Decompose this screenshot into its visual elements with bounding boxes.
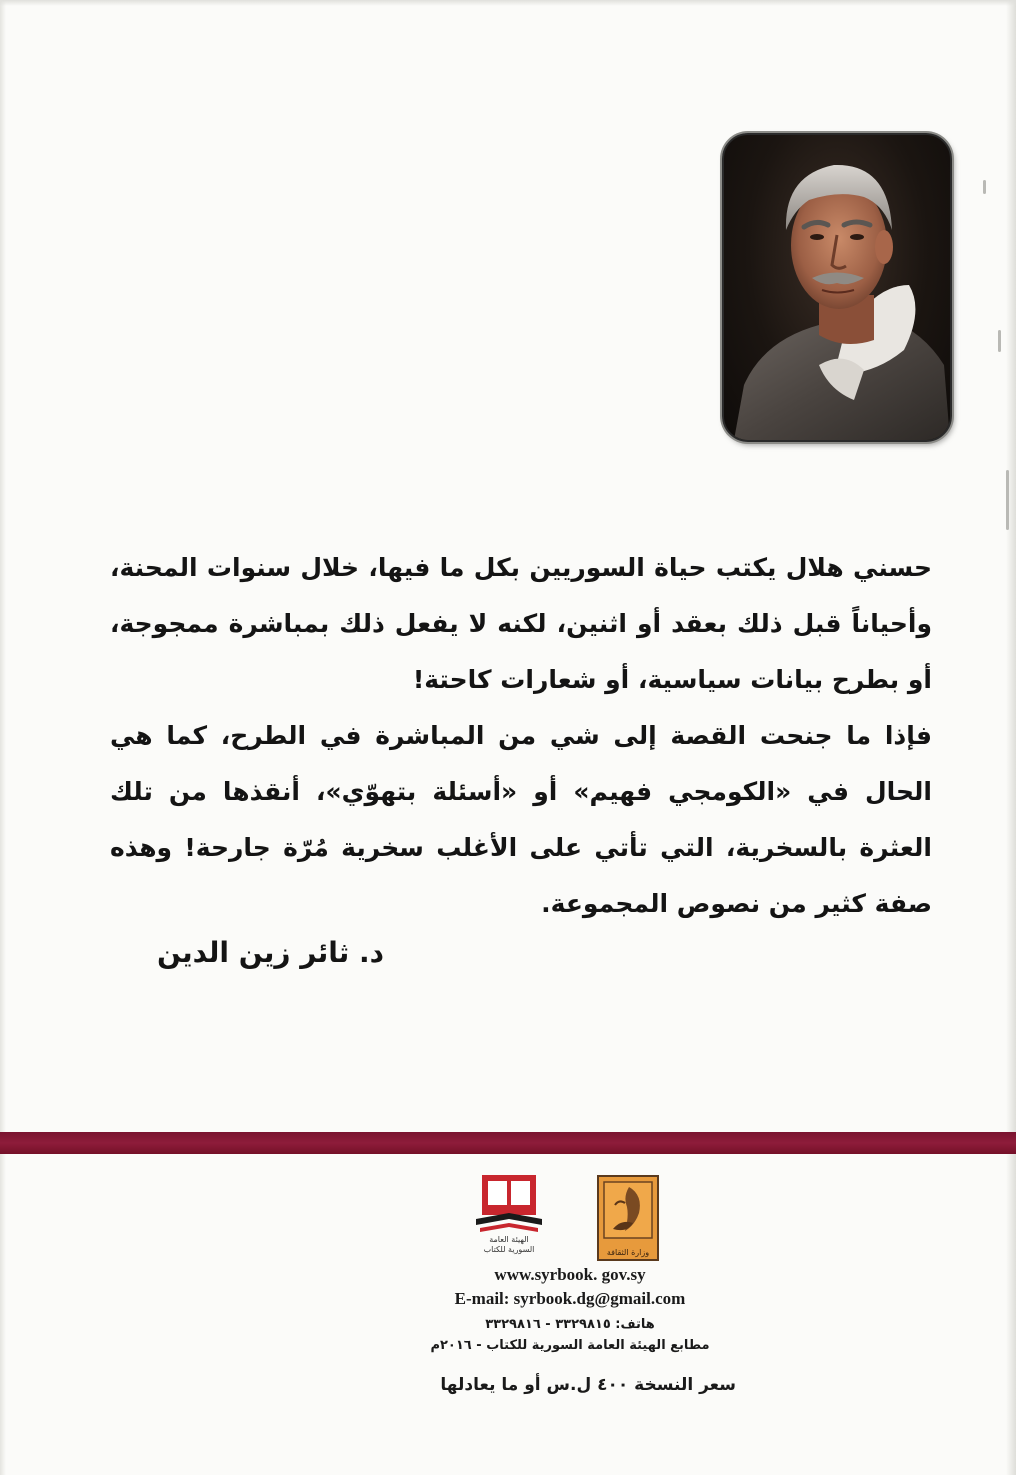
gosb-logo-label-line: السورية للكتاب	[483, 1245, 535, 1254]
author-portrait-icon	[724, 135, 950, 440]
ministry-of-culture-logo	[597, 1175, 659, 1261]
open-book-icon	[474, 1173, 544, 1235]
author-photo	[722, 133, 952, 442]
edge-mark	[983, 180, 986, 194]
publisher-email[interactable]: E-mail: syrbook.dg@gmail.com	[454, 1289, 686, 1308]
book-price: سعر النسخة ٤٠٠ ل.س أو ما يعادلها	[440, 1375, 736, 1395]
blurb-signature: د. ثائر زين الدين	[156, 936, 384, 969]
gosb-logo-label	[474, 1235, 544, 1255]
publisher-website[interactable]: www.syrbook. gov.sy	[494, 1265, 646, 1284]
page-edge-top	[0, 0, 1016, 6]
blurb-paragraph: حسني هلال يكتب حياة السوريين بكل ما فيها، خلال سنوات المحنة، وأحياناً قبل ذلك بعقد أو اثنين، لكنه لا يفعل ذلك بمباشرة ممجوجة، أو بطرح بيانات سياسية، أو شعارات كاحتة!	[110, 553, 932, 694]
printer-line: مطابع الهيئة العامة السورية للكتاب - ٢٠١٦م	[430, 1338, 710, 1353]
edge-mark	[1006, 470, 1009, 530]
blurb-paragraph: فإذا ما جنحت القصة إلى شي من المباشرة في الطرح، كما هي الحال في «الكومجي فهيم» أو «أسئلة بتهوّي»، أنقذها من تلك العثرة بالسخرية، التي تأتي على الأغلب سخرية مُرّة جارحة! وهذه صفة كثير من نصوص المجموعة.	[110, 721, 932, 918]
back-cover-blurb	[110, 540, 932, 932]
ministry-logo-label: وزارة الثقافة	[606, 1248, 650, 1257]
quill-icon	[599, 1177, 657, 1243]
edge-mark	[998, 330, 1001, 352]
page-edge-right	[1006, 0, 1016, 1475]
page-edge-left	[0, 0, 6, 1475]
publisher-phone: هاتف: ٣٣٢٩٨١٥ - ٣٣٢٩٨١٦	[485, 1317, 655, 1332]
gosb-logo-label-line: الهيئة العامة	[489, 1235, 529, 1244]
syrian-book-authority-logo	[474, 1173, 544, 1265]
decorative-band	[0, 1132, 1016, 1154]
